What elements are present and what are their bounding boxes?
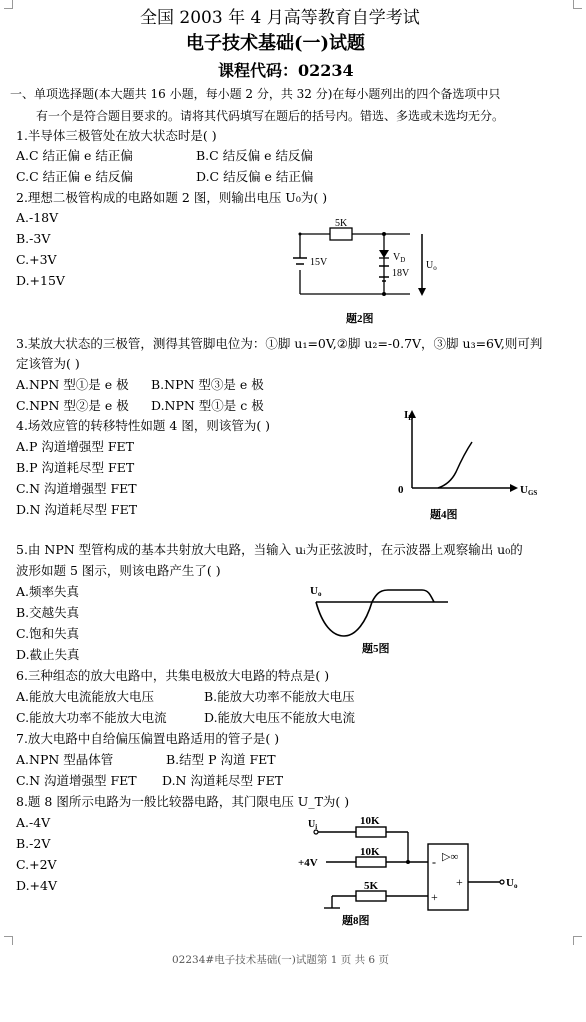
q8-reference-label: +4V <box>298 857 318 869</box>
q5-output-waveform <box>306 582 466 658</box>
q4-figure-caption: 题4图 <box>430 509 458 521</box>
q8-noninverting-sign: + <box>431 890 438 904</box>
svg-text:VD <box>393 252 405 264</box>
q5-y-axis-label: U <box>310 585 318 597</box>
q5-figure-caption: 题5图 <box>362 643 390 655</box>
q8-output-label: U <box>506 877 514 889</box>
q1-option-d: D.C 结反偏 e 结正偏 <box>196 169 314 184</box>
q8-option-a: A.-4V <box>16 815 51 830</box>
q8-output-plus-sign: + <box>456 875 463 889</box>
q8-option-d: D.+4V <box>16 878 58 893</box>
q2-diode-source-label: 18V <box>392 268 410 279</box>
q8-input-sub: i <box>315 823 318 831</box>
q7-option-a: A.NPN 型晶体管 <box>16 752 114 767</box>
q4-y-axis-label: I <box>404 409 409 421</box>
q5-option-a: A.频率失真 <box>16 584 80 599</box>
q8-output-sub: o <box>513 882 518 890</box>
q4-stem: 4.场效应管的转移特性如题 4 图，则该管为( ) <box>16 418 271 433</box>
q4-option-a: A.P 沟道增强型 FET <box>16 439 134 454</box>
q5-option-b: B.交越失真 <box>16 605 80 620</box>
corner-mark-top-right <box>573 0 582 9</box>
q8-r3-label: 5K <box>364 880 379 892</box>
q3-stem-line2: 定该管为( ) <box>16 356 80 371</box>
svg-text:Uo <box>426 260 437 272</box>
q8-r2-label: 10K <box>360 846 380 858</box>
q2-output-label: U <box>426 260 434 271</box>
q8-inverting-sign: - <box>432 855 436 869</box>
corner-mark-bottom-left <box>4 936 13 945</box>
q8-figure-caption: 题8图 <box>342 915 370 927</box>
q3-stem-line1: 3.某放大状态的三极管，测得其管脚电位为：①脚 u₁=0V,②脚 u₂=-0.7V，③脚 u₃=6V,则可判 <box>16 336 543 351</box>
q2-option-c: C.+3V <box>16 252 57 267</box>
exam-title: 全国 2003 年 4 月高等教育自学考试 <box>140 8 420 28</box>
q6-option-b: B.能放大功率不能放大电压 <box>204 689 355 704</box>
q1-option-b: B.C 结反偏 e 结反偏 <box>196 148 314 163</box>
q6-option-a: A.能放大电流能放大电压 <box>16 689 155 704</box>
q6-stem: 6.三种组态的放大电路中，共集电极放大电路的特点是( ) <box>16 668 330 683</box>
q3-option-d: D.NPN 型①是 c 极 <box>151 398 264 413</box>
q7-option-d: D.N 沟道耗尽型 FET <box>162 773 284 788</box>
q5-y-axis-sub: o <box>317 590 322 598</box>
svg-text:Uo <box>506 877 518 890</box>
section-heading: 一、单项选择题(本大题共 16 小题，每小题 2 分，共 32 分)在每小题列出的四个备选项中只 <box>10 87 501 101</box>
corner-mark-bottom-right <box>573 936 582 945</box>
q6-option-d: D.能放大电压不能放大电流 <box>204 710 356 725</box>
q7-stem: 7.放大电路中自给偏压偏置电路适用的管子是( ) <box>16 731 280 746</box>
q2-option-a: A.-18V <box>16 210 59 225</box>
q5-stem-line1: 5.由 NPN 型管构成的基本共射放大电路，当输入 uᵢ为正弦波时，在示波器上观察输出 u₀的 <box>16 542 523 557</box>
q4-origin-label: 0 <box>398 484 404 496</box>
corner-mark-top-left <box>4 0 13 9</box>
svg-text:Uo <box>310 585 322 598</box>
q1-stem: 1.半导体三极管处在放大状态时是( ) <box>16 128 217 143</box>
q2-figure-caption: 题2图 <box>346 313 374 325</box>
q8-stem: 8.题 8 图所示电路为一般比较器电路，其门限电压 U_T为( ) <box>16 794 350 809</box>
section-instructions: 有一个是符合题目要求的。请将其代码填写在题后的括号内。错选、多选或未选均无分。 <box>36 109 505 123</box>
page-footer: 02234#电子技术基础(一)试题第 1 页 共 6 页 <box>172 954 389 966</box>
q8-input-label: U <box>308 819 316 830</box>
q2-option-d: D.+15V <box>16 273 65 288</box>
course-code: 课程代码：02234 <box>218 61 354 80</box>
q2-resistor-label: 5K <box>335 218 348 229</box>
q7-option-b: B.结型 P 沟道 FET <box>166 752 276 767</box>
q2-circuit-diagram <box>280 214 450 326</box>
q4-y-axis-sub: D <box>408 414 414 422</box>
q8-opamp-symbol: ▷∞ <box>442 851 459 863</box>
svg-text:Ui <box>308 819 317 831</box>
q2-option-b: B.-3V <box>16 231 51 246</box>
q2-output-sub: o <box>433 264 437 272</box>
q5-option-c: C.饱和失真 <box>16 626 80 641</box>
q2-source-label: 15V <box>310 257 328 268</box>
q4-option-b: B.P 沟道耗尽型 FET <box>16 460 135 475</box>
q3-option-b: B.NPN 型③是 e 极 <box>151 377 264 392</box>
q4-option-c: C.N 沟道增强型 FET <box>16 481 137 496</box>
q7-option-c: C.N 沟道增强型 FET <box>16 773 137 788</box>
q2-diode-label: V <box>393 252 401 263</box>
q4-option-d: D.N 沟道耗尽型 FET <box>16 502 138 517</box>
q5-option-d: D.截止失真 <box>16 647 80 662</box>
q4-x-axis-sub: GS <box>527 489 538 497</box>
q1-option-c: C.C 结正偏 e 结反偏 <box>16 169 133 184</box>
q6-option-c: C.能放大功率不能放大电流 <box>16 710 167 725</box>
q2-diode-sub: D <box>400 256 406 264</box>
q1-option-a: A.C 结正偏 e 结正偏 <box>16 148 133 163</box>
q8-option-c: C.+2V <box>16 857 57 872</box>
q3-option-c: C.NPN 型②是 e 极 <box>16 398 129 413</box>
q4-transfer-curve <box>390 404 550 524</box>
q8-option-b: B.-2V <box>16 836 51 851</box>
q4-x-axis-label: U <box>520 484 528 496</box>
q8-comparator-circuit <box>296 812 536 930</box>
svg-text:UGS <box>520 484 537 497</box>
q8-r1-label: 10K <box>360 815 380 827</box>
q5-stem-line2: 波形如题 5 图示，则该电路产生了( ) <box>16 563 221 578</box>
q3-option-a: A.NPN 型①是 e 极 <box>16 377 129 392</box>
subject-title: 电子技术基础(一)试题 <box>186 33 366 54</box>
q2-stem: 2.理想二极管构成的电路如题 2 图，则输出电压 U₀为( ) <box>16 190 328 205</box>
